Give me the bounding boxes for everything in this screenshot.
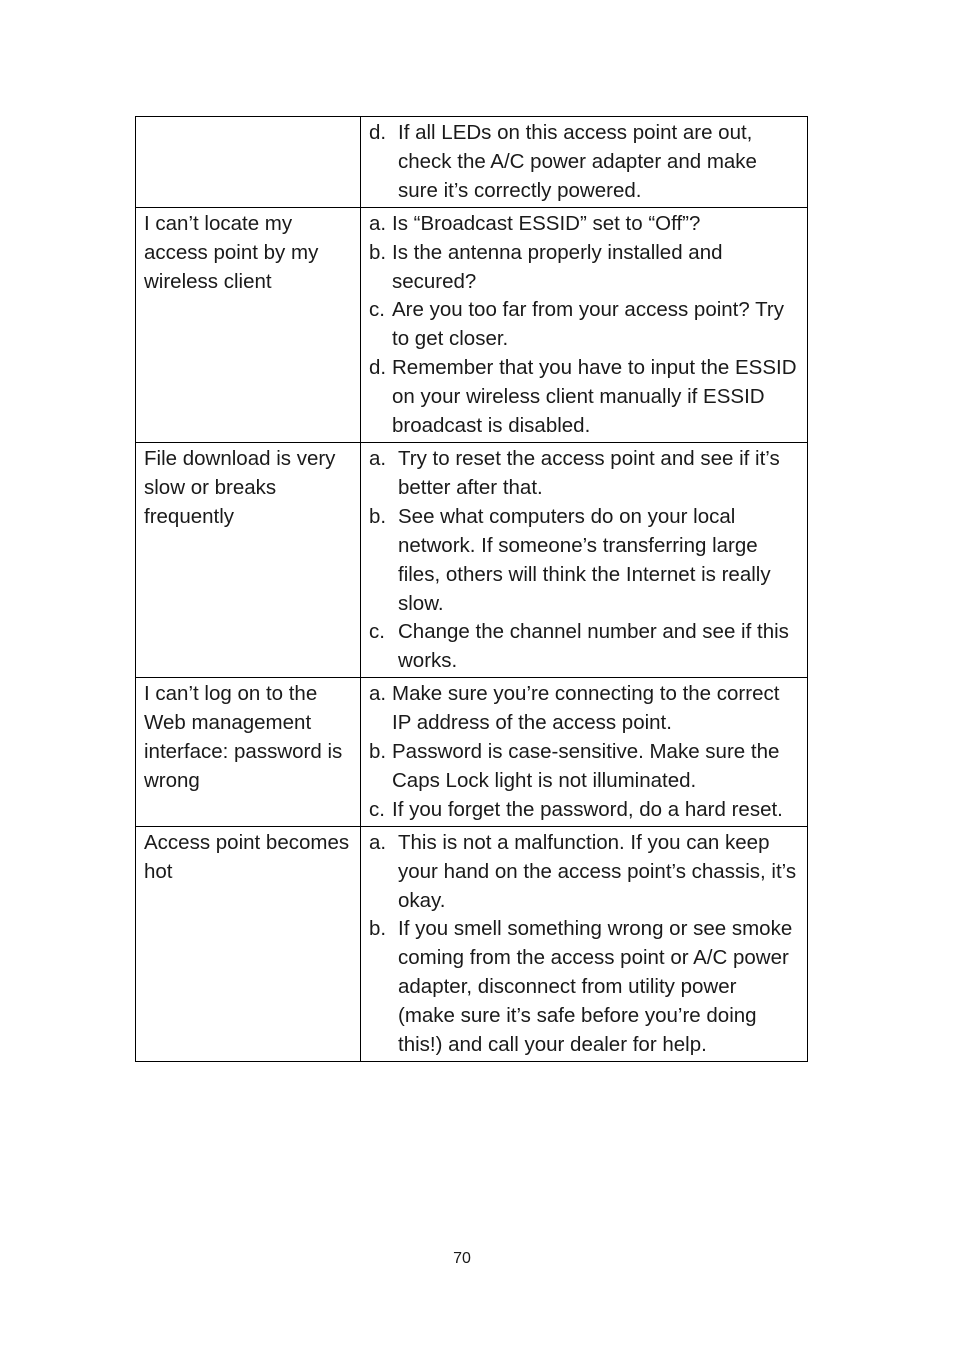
solution-item [369,445,799,503]
problem-text: File download is very slow or breaks frequently [144,446,336,528]
solution-item [369,239,799,297]
table-row [136,442,808,677]
problem-cell [136,826,361,1061]
solution-item [369,210,799,239]
solution-item [369,680,799,738]
solution-cell [361,826,808,1061]
solution-list [369,445,799,676]
page-number: 70 [453,1250,471,1267]
solution-text: Password is case-sensitive. Make sure the Caps Lock light is not illuminated. [392,740,780,792]
solution-cell [361,207,808,442]
solution-marker: d. [369,121,387,144]
solution-text: Remember that you have to input the ESSID on your wireless client manually if ESSID broadcast is disabled. [392,356,797,438]
solution-text: Make sure you’re connecting to the correct IP address of the access point. [392,682,780,735]
solution-marker: a. [369,446,387,470]
solution-text: If all LEDs on this access point are out, check the A/C power adapter and make sure it’s correctly powered. [398,121,757,202]
problem-text: Access point becomes hot [144,830,350,883]
solution-text: Are you too far from your access point? Try to get closer. [392,298,784,351]
solution-marker: b. [369,917,387,941]
solution-marker: b. [369,740,387,764]
troubleshooting-table [135,116,808,1062]
solution-list [369,829,799,1060]
problem-cell [136,678,361,827]
table-row [136,826,808,1061]
solution-text: This is not a malfunction. If you can keep your hand on the access point’s chassis, it’s okay. [398,830,797,912]
solution-list [369,210,799,441]
solution-marker: c. [369,298,385,322]
solution-list [369,680,799,825]
solution-text: Try to reset the access point and see if it’s better after that. [398,446,780,499]
solution-item [369,296,799,354]
problem-text: I can’t log on to the Web management interface: password is wrong [144,682,343,792]
solution-text: If you forget the password, do a hard reset. [392,797,783,821]
solution-text: Is the antenna properly installed and secured? [392,240,723,293]
problem-cell [136,207,361,442]
troubleshooting-table-body [136,117,808,1062]
solution-marker: a. [369,211,387,235]
table-row [136,207,808,442]
solution-text: Change the channel number and see if this works. [398,620,789,673]
solution-cell [361,117,808,208]
solution-cell [361,442,808,677]
solution-marker: a. [369,830,387,854]
solution-item [369,618,799,676]
solution-text: Is “Broadcast ESSID” set to “Off”? [392,211,701,235]
problem-text: I can’t locate my access point by my wireless client [144,211,319,293]
solution-cell [361,678,808,827]
solution-list [369,119,799,206]
table-row [136,117,808,208]
solution-item [369,503,799,619]
solution-item [369,354,799,441]
solution-text: See what computers do on your local network. If someone’s transferring large files, others will think the Internet is really slow. [398,504,771,615]
solution-marker: d. [369,356,387,380]
solution-text: If you smell something wrong or see smoke coming from the access point or A/C power adapter, disconnect from utility power (make sure it’s safe before you’re doing this!) and call your dealer for help. [398,917,793,1057]
solution-item [369,915,799,1060]
table-row [136,678,808,827]
solution-marker: b. [369,504,387,528]
solution-marker: c. [369,797,385,821]
solution-item [369,796,799,825]
problem-cell [136,442,361,677]
solution-marker: c. [369,620,385,644]
solution-marker: b. [369,240,387,264]
solution-item [369,119,799,206]
solution-item [369,829,799,916]
solution-item [369,738,799,796]
problem-cell [136,117,361,208]
solution-marker: a. [369,682,387,706]
